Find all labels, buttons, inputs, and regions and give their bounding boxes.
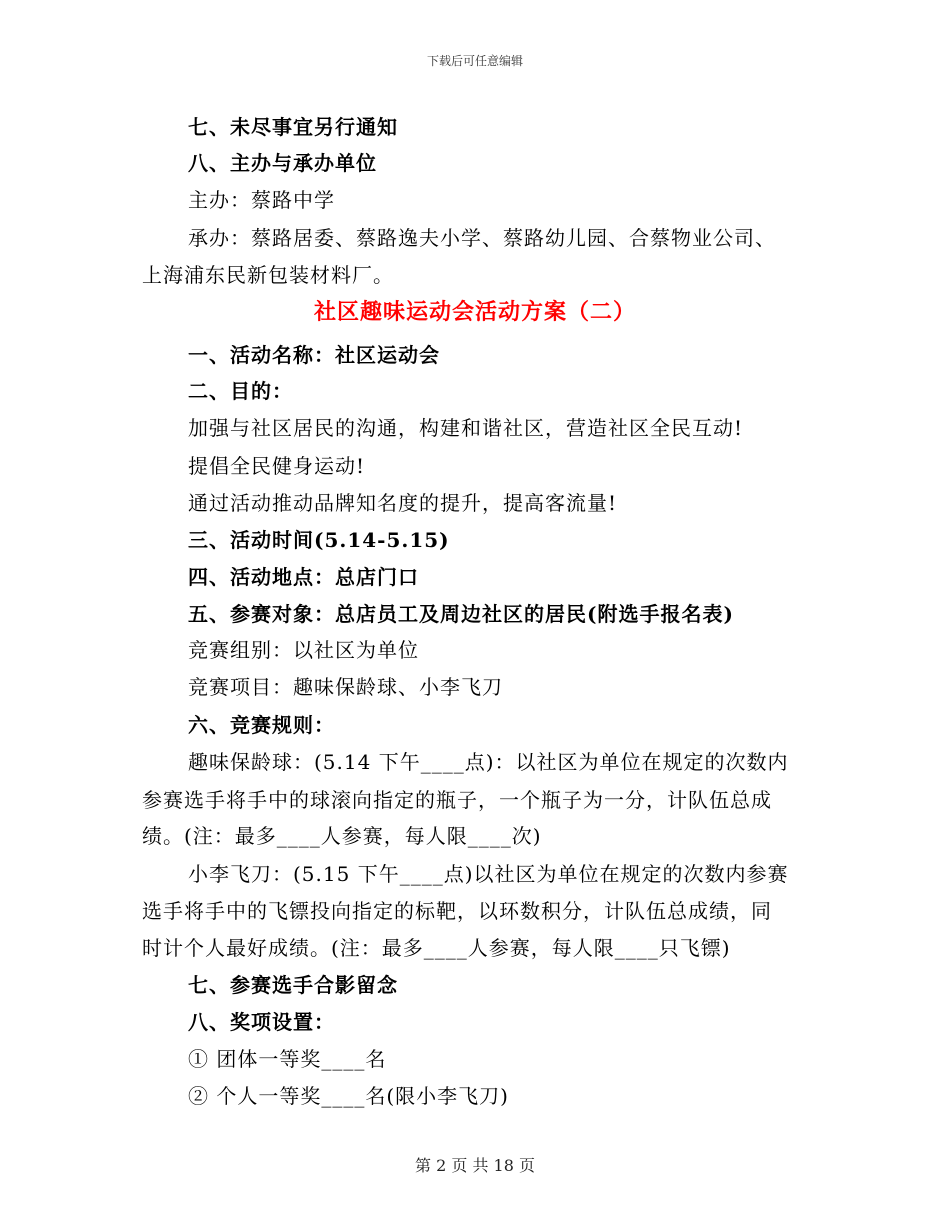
section-heading: 六、竞赛规则： <box>188 713 335 737</box>
page-footer: 第 2 页 共 18 页 <box>415 1156 535 1175</box>
paragraph-line: 承办：蔡路居委、蔡路逸夫小学、蔡路幼儿园、合蔡物业公司、 <box>188 226 776 250</box>
section-heading: 五、参赛对象：总店员工及周边社区的居民(附选手报名表) <box>188 602 734 626</box>
section-heading: 七、未尽事宜另行通知 <box>188 115 398 139</box>
paragraph-line: 趣味保龄球：(5.14 下午____点)：以社区为单位在规定的次数内 <box>188 750 789 774</box>
paragraph-line: 加强与社区居民的沟通，构建和谐社区，营造社区全民互动! <box>188 416 744 440</box>
list-item: ① 团体一等奖____名 <box>188 1047 387 1071</box>
section-heading: 七、参赛选手合影留念 <box>188 973 398 997</box>
paragraph-line: 小李飞刀：(5.15 下午____点)以社区为单位在规定的次数内参赛 <box>188 862 789 886</box>
list-item: ② 个人一等奖____名(限小李飞刀) <box>188 1084 509 1108</box>
paragraph-line: 绩。(注：最多____人参赛，每人限____次) <box>142 824 542 848</box>
paragraph-line: 上海浦东民新包装材料厂。 <box>142 263 394 287</box>
paragraph-line: 竞赛组别：以社区为单位 <box>188 638 419 662</box>
paragraph-line: 参赛选手将手中的球滚向指定的瓶子，一个瓶子为一分，计队伍总成 <box>142 788 772 812</box>
paragraph-line: 竞赛项目：趣味保龄球、小李飞刀 <box>188 675 503 699</box>
paragraph-line: 主办：蔡路中学 <box>188 188 335 212</box>
paragraph-line: 提倡全民健身运动! <box>188 454 366 478</box>
section-heading: 一、活动名称：社区运动会 <box>188 343 440 367</box>
section-heading: 八、奖项设置： <box>188 1010 335 1034</box>
paragraph-line: 选手将手中的飞镖投向指定的标靶，以环数积分，计队伍总成绩，同 <box>142 899 772 923</box>
section-heading: 四、活动地点：总店门口 <box>188 565 419 589</box>
section-heading: 三、活动时间(5.14-5.15) <box>188 528 450 552</box>
document-title: 社区趣味运动会活动方案（二） <box>313 299 636 325</box>
section-heading: 二、目的： <box>188 379 293 403</box>
paragraph-line: 通过活动推动品牌知名度的提升，提高客流量! <box>188 491 618 515</box>
section-heading: 八、主办与承办单位 <box>188 151 377 175</box>
page-header-note: 下载后可任意编辑 <box>426 54 523 68</box>
paragraph-line: 时计个人最好成绩。(注：最多____人参赛，每人限____只飞镖) <box>142 936 731 960</box>
